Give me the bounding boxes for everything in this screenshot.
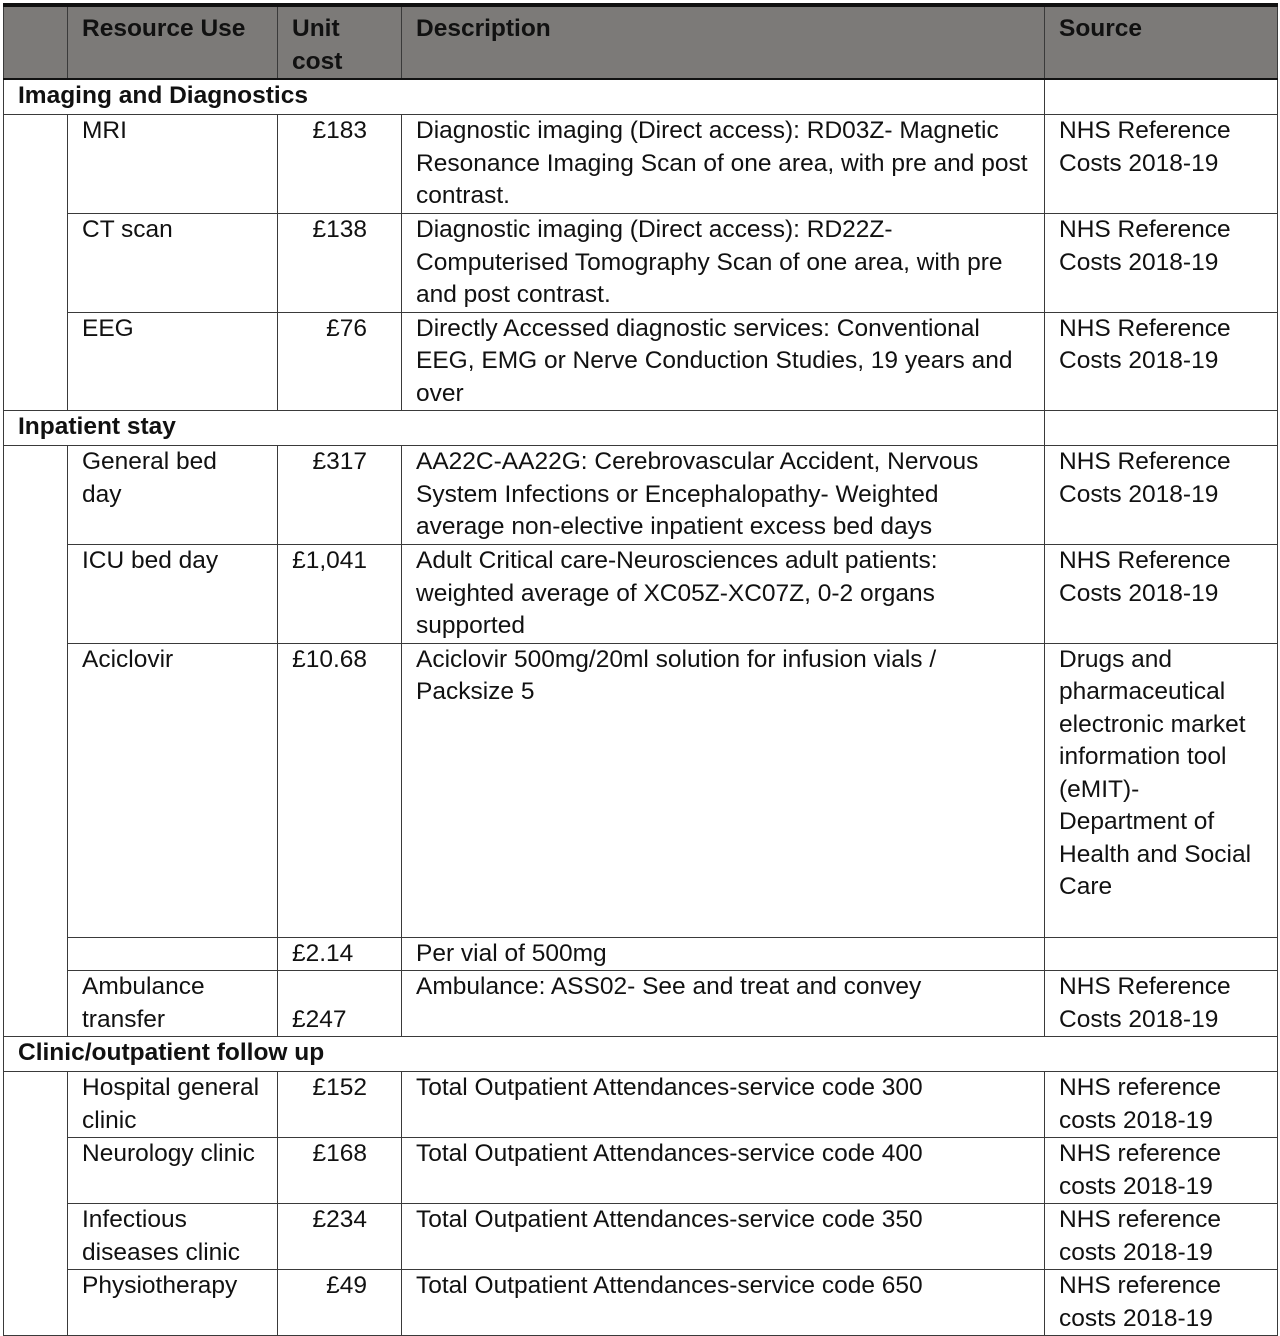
unit-cost-cell: £152 [278, 1072, 402, 1138]
description-cell: Total Outpatient Attendances-service code 400 [402, 1138, 1045, 1204]
source-cell: NHS reference costs 2018-19 [1045, 1138, 1278, 1204]
source-cell: NHS reference costs 2018-19 [1045, 1204, 1278, 1270]
source-cell: NHS reference costs 2018-19 [1045, 1270, 1278, 1336]
resource-cell: General bed day [68, 446, 278, 545]
section-title: Inpatient stay [4, 411, 1045, 446]
section-row-clinic [4, 1037, 1278, 1072]
resource-cell: Infectious diseases clinic [68, 1204, 278, 1270]
unit-cost-cell: £183 [278, 115, 402, 214]
resource-cell: MRI [68, 115, 278, 214]
table-row [4, 1270, 1278, 1336]
resource-cell: Hospital general clinic [68, 1072, 278, 1138]
table-row [4, 937, 1278, 971]
table-row [4, 446, 1278, 545]
table-row [4, 971, 1278, 1037]
source-cell: NHS Reference Costs 2018-19 [1045, 545, 1278, 644]
source-cell: NHS Reference Costs 2018-19 [1045, 446, 1278, 545]
unit-cost-cell: £49 [278, 1270, 402, 1336]
description-cell: Diagnostic imaging (Direct access): RD03Z- Magnetic Resonance Imaging Scan of one area, with pre and post contrast. [402, 115, 1045, 214]
resource-cell: Ambulance transfer [68, 971, 278, 1037]
description-cell: Directly Accessed diagnostic services: Conventional EEG, EMG or Nerve Conduction Studies, 19 years and over [402, 312, 1045, 411]
description-cell: Per vial of 500mg [402, 937, 1045, 971]
source-cell: NHS Reference Costs 2018-19 [1045, 312, 1278, 411]
source-cell: NHS Reference Costs 2018-19 [1045, 214, 1278, 313]
unit-cost-cell: £168 [278, 1138, 402, 1204]
resource-cell: Physiotherapy [68, 1270, 278, 1336]
source-cell: NHS reference costs 2018-19 [1045, 1072, 1278, 1138]
unit-cost-cell: £1,041 [278, 545, 402, 644]
unit-cost-cell: £2.14 [278, 937, 402, 971]
table-row [4, 312, 1278, 411]
table-row [4, 643, 1278, 937]
unit-cost-cell: £247 [278, 971, 402, 1037]
description-cell: AA22C-AA22G: Cerebrovascular Accident, Nervous System Infections or Encephalopathy- Weighted average non-elective inpatient excess bed days [402, 446, 1045, 545]
table-header-row [4, 5, 1278, 79]
resource-cell: CT scan [68, 214, 278, 313]
section-row-imaging [4, 79, 1278, 115]
description-cell: Aciclovir 500mg/20ml solution for infusion vials / Packsize 5 [402, 643, 1045, 937]
header-description: Description [402, 5, 1045, 79]
resource-cell: EEG [68, 312, 278, 411]
description-cell: Ambulance: ASS02- See and treat and convey [402, 971, 1045, 1037]
table-row [4, 214, 1278, 313]
resource-cost-table [3, 3, 1278, 1336]
header-unit-cost: Unit cost [278, 5, 402, 79]
description-cell: Total Outpatient Attendances-service code 350 [402, 1204, 1045, 1270]
resource-cell: Aciclovir [68, 643, 278, 937]
header-source: Source [1045, 5, 1278, 79]
resource-cell: Neurology clinic [68, 1138, 278, 1204]
table-row [4, 545, 1278, 644]
unit-cost-cell: £317 [278, 446, 402, 545]
header-blank-cell [4, 5, 68, 79]
resource-cell: ICU bed day [68, 545, 278, 644]
unit-cost-cell: £138 [278, 214, 402, 313]
unit-cost-cell: £234 [278, 1204, 402, 1270]
indent-cell [4, 115, 68, 411]
source-cell: Drugs and pharmaceutical electronic market information tool (eMIT)- Department of Health and Social Care [1045, 643, 1278, 937]
section-title: Clinic/outpatient follow up [4, 1037, 1278, 1072]
section-source-blank [1045, 411, 1278, 446]
source-cell: NHS Reference Costs 2018-19 [1045, 971, 1278, 1037]
table-row [4, 115, 1278, 214]
section-row-inpatient [4, 411, 1278, 446]
header-resource-use: Resource Use [68, 5, 278, 79]
resource-cell [68, 937, 278, 971]
description-cell: Total Outpatient Attendances-service code 300 [402, 1072, 1045, 1138]
source-cell: NHS Reference Costs 2018-19 [1045, 115, 1278, 214]
description-cell: Adult Critical care-Neurosciences adult patients: weighted average of XC05Z-XC07Z, 0-2 organs supported [402, 545, 1045, 644]
description-cell: Diagnostic imaging (Direct access): RD22Z- Computerised Tomography Scan of one area, with pre and post contrast. [402, 214, 1045, 313]
section-source-blank [1045, 79, 1278, 115]
unit-cost-cell: £10.68 [278, 643, 402, 937]
section-title: Imaging and Diagnostics [4, 79, 1045, 115]
indent-cell [4, 1072, 68, 1336]
table-row [4, 1072, 1278, 1138]
table-row [4, 1138, 1278, 1204]
indent-cell [4, 446, 68, 1037]
description-cell: Total Outpatient Attendances-service code 650 [402, 1270, 1045, 1336]
source-cell [1045, 937, 1278, 971]
unit-cost-cell: £76 [278, 312, 402, 411]
